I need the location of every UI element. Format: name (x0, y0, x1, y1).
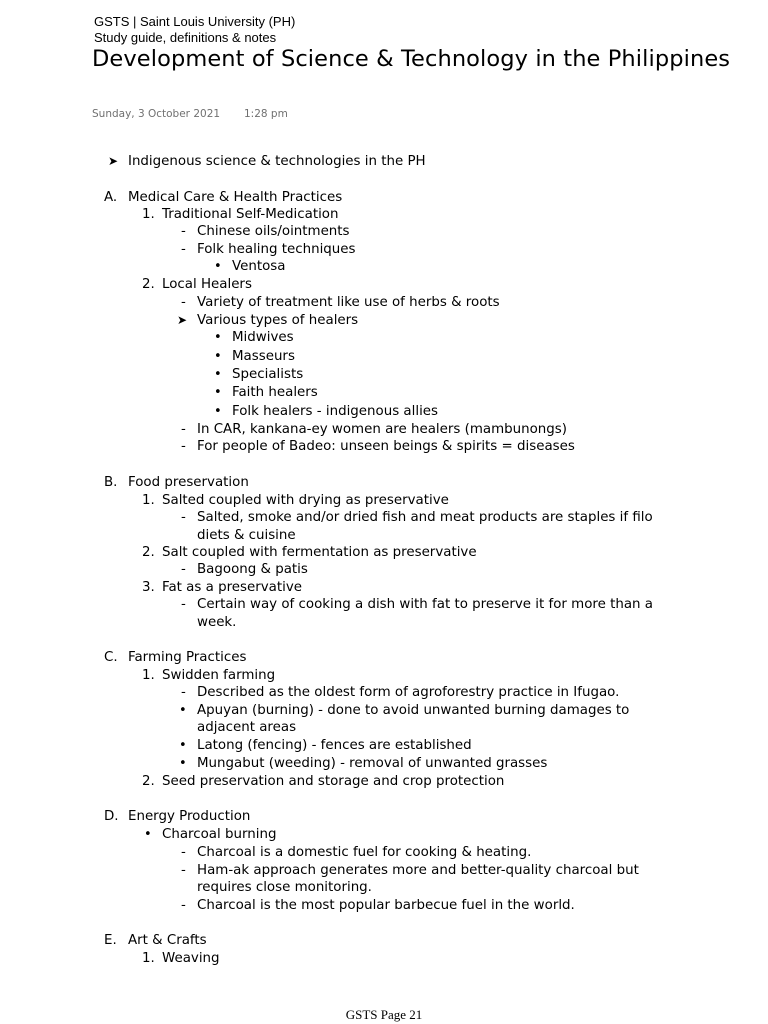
list-item (181, 294, 500, 311)
note-time: 1:28 pm (244, 108, 288, 120)
bullet-icon: • (179, 703, 187, 718)
list-item (181, 684, 620, 701)
bullet-icon: • (214, 404, 222, 419)
item-text: Various types of healers (197, 313, 359, 328)
dash-icon: - (181, 562, 186, 577)
item-text: Latong (fencing) - fences are established (197, 738, 472, 753)
item-text: Variety of treatment like use of herbs & roots (197, 295, 500, 310)
item-text: Ham-ak approach generates more and better-quality charcoal but (197, 863, 639, 878)
item-text: Apuyan (burning) - done to avoid unwanted burning damages to (197, 703, 630, 718)
item-text: Weaving (162, 951, 220, 966)
list-item (179, 755, 548, 772)
dash-icon: - (181, 845, 186, 860)
bullet-icon: • (179, 738, 187, 753)
item-marker: 2. (142, 277, 155, 292)
item-text: For people of Badeo: unseen beings & spirits = diseases (197, 439, 575, 454)
list-item (142, 950, 220, 967)
bullet-icon: • (214, 259, 222, 274)
arrow-bullet-icon: ➤ (108, 154, 119, 168)
item-text: Mungabut (weeding) - removal of unwanted grasses (197, 756, 548, 771)
list-item (142, 579, 303, 596)
list-item-continuation: week. (197, 615, 237, 630)
item-text: Charcoal burning (162, 827, 277, 842)
section-d-heading (104, 808, 251, 825)
note-date: Sunday, 3 October 2021 (92, 108, 221, 120)
item-text: Certain way of cooking a dish with fat to preserve it for more than a (197, 597, 653, 612)
list-item (181, 596, 653, 613)
dash-icon: - (181, 224, 186, 239)
item-text: Bagoong & patis (197, 562, 308, 577)
dash-icon: - (181, 242, 186, 257)
item-marker: 1. (142, 207, 155, 222)
dash-icon: - (181, 295, 186, 310)
list-item (144, 826, 277, 843)
page-footer: GSTS Page 21 (345, 1007, 423, 1022)
intro-line (108, 153, 426, 170)
list-item (181, 897, 575, 914)
list-item (177, 312, 359, 329)
item-text: Faith healers (232, 385, 318, 400)
dash-icon: - (181, 898, 186, 913)
item-text: Salted, smoke and/or dried fish and meat products are staples if filo (197, 510, 653, 525)
dash-icon: - (181, 863, 186, 878)
section-marker: A. (104, 190, 118, 205)
item-text: In CAR, kankana-ey women are healers (mambunongs) (197, 422, 567, 437)
item-marker: 2. (142, 545, 155, 560)
item-text: Folk healers - indigenous allies (232, 404, 439, 419)
list-item (181, 844, 532, 861)
section-a-heading (104, 189, 343, 206)
section-title: Food preservation (128, 475, 249, 490)
item-text: Fat as a preservative (162, 580, 303, 595)
dash-icon: - (181, 510, 186, 525)
list-item (214, 258, 286, 275)
section-c-heading (104, 649, 247, 666)
item-text: Specialists (232, 367, 304, 382)
item-text: Chinese oils/ointments (197, 224, 350, 239)
list-item (142, 276, 252, 293)
list-item (181, 241, 356, 258)
bullet-icon: • (214, 367, 222, 382)
section-title: Farming Practices (128, 650, 247, 665)
header-course: GSTS | Saint Louis University (PH) (94, 14, 296, 29)
list-item (181, 561, 308, 578)
list-item (142, 206, 339, 223)
bullet-icon: • (214, 385, 222, 400)
section-marker: C. (104, 650, 118, 665)
bullet-icon: • (214, 349, 222, 364)
list-item (181, 421, 567, 438)
intro-text: Indigenous science & technologies in the PH (128, 154, 426, 169)
item-marker: 3. (142, 580, 155, 595)
arrow-bullet-icon: ➤ (177, 313, 188, 327)
bullet-icon: • (214, 330, 222, 345)
page-title: Development of Science & Technology in the Philippines (92, 46, 731, 72)
list-item (214, 403, 439, 420)
list-item (181, 438, 575, 455)
item-marker: 1. (142, 668, 155, 683)
item-text: Ventosa (232, 259, 286, 274)
item-text: Salt coupled with fermentation as preservative (162, 545, 477, 560)
list-item (214, 348, 295, 365)
item-text: Charcoal is a domestic fuel for cooking & heating. (197, 845, 532, 860)
list-item-continuation: adjacent areas (197, 720, 297, 735)
list-item (181, 223, 350, 240)
bullet-icon: • (144, 827, 152, 842)
list-item (142, 773, 505, 790)
item-text: Salted coupled with drying as preservative (162, 493, 449, 508)
dash-icon: - (181, 439, 186, 454)
header-subtitle: Study guide, definitions & notes (94, 30, 277, 45)
item-text: Seed preservation and storage and crop protection (162, 774, 505, 789)
list-item (142, 492, 449, 509)
list-item-continuation: requires close monitoring. (197, 880, 372, 895)
list-item (142, 544, 477, 561)
list-item (214, 366, 304, 383)
list-item-continuation: diets & cuisine (197, 528, 296, 543)
item-text: Traditional Self-Medication (162, 207, 339, 222)
item-text: Folk healing techniques (197, 242, 356, 257)
section-title: Medical Care & Health Practices (128, 190, 343, 205)
item-marker: 1. (142, 493, 155, 508)
list-item (142, 667, 276, 684)
section-title: Energy Production (128, 809, 251, 824)
item-text: Described as the oldest form of agroforestry practice in Ifugao. (197, 685, 620, 700)
item-text: Local Healers (162, 277, 252, 292)
dash-icon: - (181, 685, 186, 700)
section-marker: D. (104, 809, 119, 824)
item-text: Swidden farming (162, 668, 276, 683)
item-text: Charcoal is the most popular barbecue fuel in the world. (197, 898, 575, 913)
bullet-icon: • (179, 756, 187, 771)
dash-icon: - (181, 422, 186, 437)
item-marker: 2. (142, 774, 155, 789)
item-text: Midwives (232, 330, 294, 345)
list-item (181, 862, 639, 879)
section-marker: E. (104, 933, 117, 948)
section-b-heading (104, 474, 249, 491)
section-marker: B. (104, 475, 118, 490)
dash-icon: - (181, 597, 186, 612)
list-item (179, 737, 472, 754)
section-title: Art & Crafts (128, 933, 207, 948)
item-marker: 1. (142, 951, 155, 966)
list-item (214, 329, 294, 346)
section-e-heading (104, 932, 207, 949)
list-item (214, 384, 318, 401)
item-text: Masseurs (232, 349, 295, 364)
list-item (179, 702, 630, 719)
list-item (181, 509, 653, 526)
